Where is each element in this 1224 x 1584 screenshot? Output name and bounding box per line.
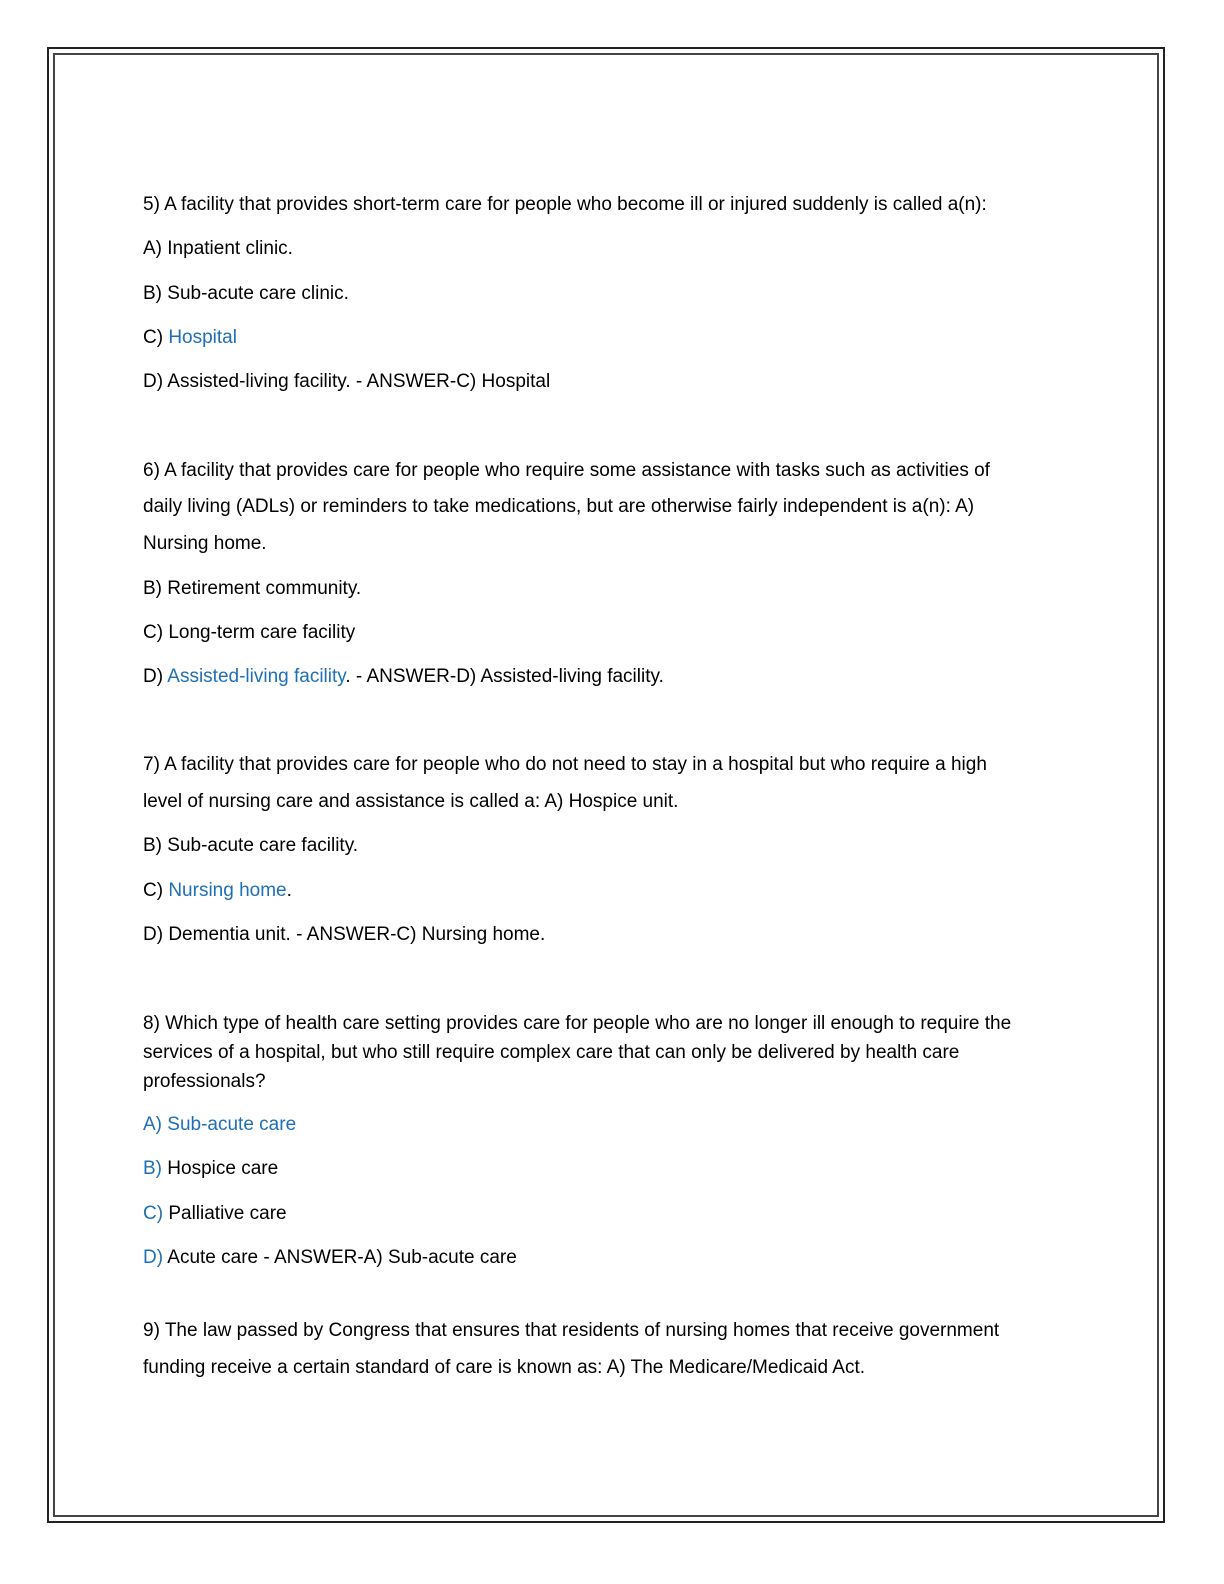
q8-option-d-letter: D)	[143, 1247, 164, 1268]
q6-option-d-rest: . - ANSWER-D) Assisted-living facility.	[345, 666, 664, 687]
q7-option-c-rest: .	[286, 880, 292, 901]
q7-option-c	[143, 880, 292, 902]
q7-stem-line2: level of nursing care and assistance is called a: A) Hospice unit.	[143, 791, 679, 812]
q8-option-c-letter: C)	[143, 1203, 164, 1224]
q6-option-c: C) Long-term care facility	[143, 622, 356, 643]
q9-stem-line2: funding receive a certain standard of care is known as: A) The Medicare/Medicaid Act.	[143, 1357, 866, 1378]
q9-stem-line1: 9) The law passed by Congress that ensures that residents of nursing homes that receive government	[143, 1320, 1000, 1341]
q5-stem: 5) A facility that provides short-term care for people who become ill or injured suddenly is called a(n):	[143, 194, 987, 215]
q8-option-d	[143, 1247, 517, 1269]
q5-option-c-highlight: Hospital	[168, 327, 237, 348]
q5-option-c-prefix: C)	[143, 327, 169, 348]
q8-option-c-text: Palliative care	[163, 1203, 287, 1224]
q5-option-b: B) Sub-acute care clinic.	[143, 283, 349, 304]
q7-option-c-prefix: C)	[143, 880, 169, 901]
q6-option-b: B) Retirement community.	[143, 578, 362, 599]
q7-option-b: B) Sub-acute care facility.	[143, 835, 359, 856]
q6-stem-line3: Nursing home.	[143, 533, 267, 554]
page-border-inner	[53, 53, 1159, 1517]
q7-option-c-highlight: Nursing home	[168, 880, 287, 901]
q8-option-b	[143, 1158, 278, 1180]
q5-option-c	[143, 327, 237, 349]
q5-option-a: A) Inpatient clinic.	[143, 238, 293, 259]
q8-option-b-text: Hospice care	[162, 1158, 279, 1179]
q8-option-c	[143, 1203, 287, 1225]
q8-stem-line2: services of a hospital, but who still require complex care that can only be delivered by health care	[143, 1042, 960, 1063]
q8-option-d-text: Acute care - ANSWER-A) Sub-acute care	[163, 1247, 517, 1268]
q5-option-d: D) Assisted-living facility. - ANSWER-C) Hospital	[143, 371, 551, 392]
q6-option-d-highlight: Assisted-living facility	[167, 666, 346, 687]
q8-option-b-letter: B)	[143, 1158, 162, 1179]
q6-stem-line1: 6) A facility that provides care for people who require some assistance with tasks such as activities of	[143, 460, 990, 481]
q8-stem-line3: professionals?	[143, 1071, 266, 1092]
q6-option-d-prefix: D)	[143, 666, 168, 687]
q6-stem-line2: daily living (ADLs) or reminders to take medications, but are otherwise fairly independent is a(n): A)	[143, 496, 975, 517]
q8-stem-line1: 8) Which type of health care setting provides care for people who are no longer ill enough to require the	[143, 1013, 1012, 1034]
q6-option-d	[143, 666, 664, 688]
q8-option-a: A) Sub-acute care	[143, 1114, 297, 1135]
q7-stem-line1: 7) A facility that provides care for people who do not need to stay in a hospital but who require a high	[143, 754, 987, 775]
q7-option-d: D) Dementia unit. - ANSWER-C) Nursing home.	[143, 924, 546, 945]
